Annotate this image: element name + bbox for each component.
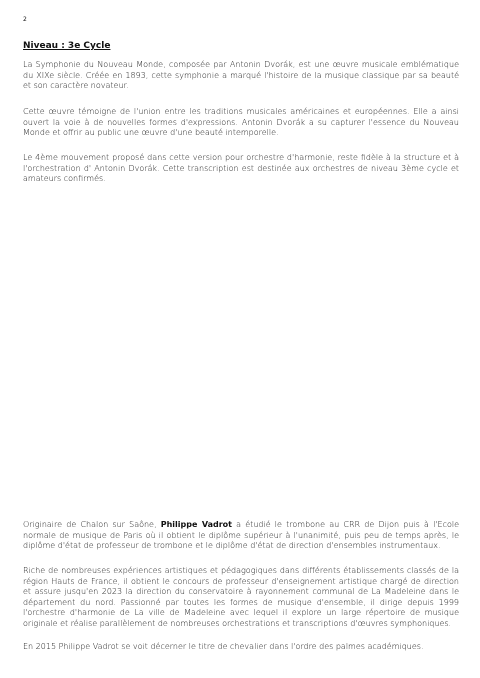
level-heading: Niveau : 3e Cycle	[23, 41, 111, 51]
page-number: 2	[23, 16, 27, 23]
bio-text-after-name: a étudié le trombone au CRR de Dijon puis à l'Ecole normale de musique de Paris où il obtient le diplôme supérieur à l'unanimité, puis peu de temps après, le diplôme d'état de professeur de trombone et le diplôme d'état de direction d'ensembles instrumentaux.	[23, 520, 460, 550]
description-paragraph-1: La Symphonie du Nouveau Monde, composée par Antonin Dvorák, est une œuvre musicale emblématique du XIXe siècle. Créée en 1893, cette symphonie a marqué l'histoire de la musique classique par sa beauté et son caractère novateur.	[23, 60, 459, 90]
description-paragraph-3: Le 4ème mouvement proposé dans cette version pour orchestre d'harmonie, reste fidèle à la structure et à l'orchestration d' Antonin Dvorák. Cette transcription est destinée aux orchestres de niveau 3ème cycle et amateurs confirmés.	[23, 153, 459, 183]
bio-paragraph-2: Riche de nombreuses expériences artistiques et pédagogiques dans différents établissements classés de la région Hauts de France, il obtient le concours de professeur d'enseignement artistique chargé de direction et assure jusqu'en 2023 la direction du conservatoire à rayonnement communal de La Madeleine dans le département du nord. Passionné par toutes les formes de musique d'ensemble, il dirige depuis 1999 l'orchestre d'harmonie de La ville de Madeleine avec lequel il explore un large répertoire de musique originale et réalise parallèlement de nombreuses orchestrations et transcriptions d'œuvres symphoniques.	[23, 566, 459, 628]
bio-paragraph-1	[23, 520, 459, 552]
composer-name: Philippe Vadrot	[160, 520, 232, 529]
bio-text-before-name: Originaire de Chalon sur Saône,	[23, 520, 161, 529]
bio-paragraph-3: En 2015 Philippe Vadrot se voit décerner le titre de chevalier dans l'ordre des palmes académiques.	[23, 642, 424, 651]
description-paragraph-2: Cette œuvre témoigne de l'union entre les traditions musicales américaines et européennes. Elle a ainsi ouvert la voie à de nouvelles formes d'expressions. Antonin Dvorák a su capturer l'essence du Nouveau Monde et offrir au public une œuvre d'une beauté intemporelle.	[23, 107, 459, 137]
